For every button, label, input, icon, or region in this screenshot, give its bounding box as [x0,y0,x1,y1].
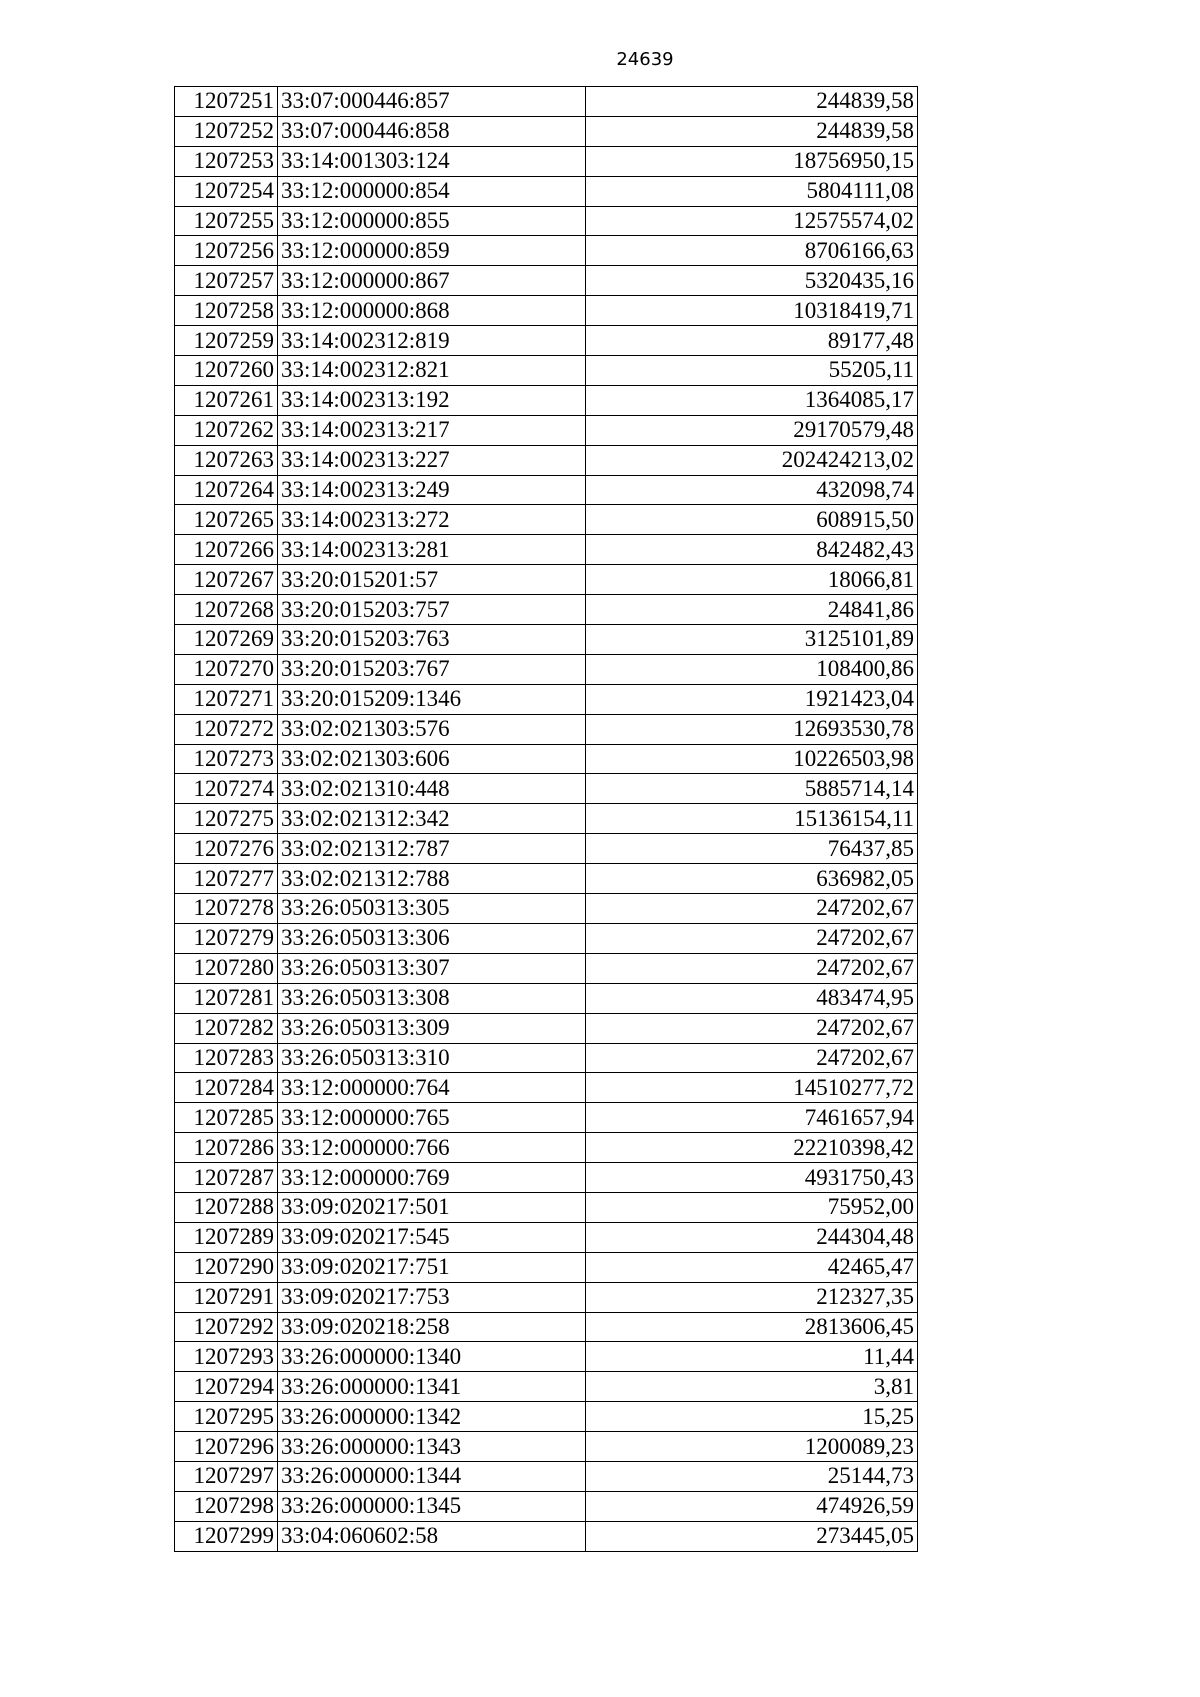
cadastral-number-cell: 33:02:021310:448 [278,774,586,804]
cadastral-number-cell: 33:26:000000:1340 [278,1342,586,1372]
row-id-cell: 1207279 [175,923,278,953]
row-id-cell: 1207298 [175,1491,278,1521]
cadastral-number-cell: 33:14:002313:227 [278,445,586,475]
table-row [175,774,918,804]
row-id-cell: 1207253 [175,146,278,176]
cadastral-number-cell: 33:14:002312:821 [278,356,586,386]
table-row [175,505,918,535]
value-cell: 2813606,45 [586,1312,918,1342]
table-row [175,1372,918,1402]
row-id-cell: 1207283 [175,1043,278,1073]
value-cell: 636982,05 [586,864,918,894]
table-row [175,415,918,445]
cadastral-number-cell: 33:20:015203:757 [278,595,586,625]
cadastral-number-cell: 33:09:020217:751 [278,1252,586,1282]
table-row [175,744,918,774]
value-cell: 24841,86 [586,595,918,625]
cadastral-number-cell: 33:20:015209:1346 [278,684,586,714]
row-id-cell: 1207277 [175,864,278,894]
table-row [175,206,918,236]
row-id-cell: 1207269 [175,625,278,655]
value-cell: 1200089,23 [586,1432,918,1462]
value-cell: 5804111,08 [586,176,918,206]
value-cell: 11,44 [586,1342,918,1372]
cadastral-number-cell: 33:14:002313:192 [278,385,586,415]
row-id-cell: 1207299 [175,1521,278,1551]
table-row [175,1342,918,1372]
value-cell: 5320435,16 [586,266,918,296]
row-id-cell: 1207261 [175,385,278,415]
table-row [175,356,918,386]
table-row [175,983,918,1013]
table-row [175,714,918,744]
cadastral-number-cell: 33:14:001303:124 [278,146,586,176]
table-row [175,1521,918,1551]
cadastral-number-cell: 33:02:021303:576 [278,714,586,744]
cadastral-number-cell: 33:26:050313:305 [278,894,586,924]
cadastral-number-cell: 33:26:000000:1345 [278,1491,586,1521]
value-cell: 247202,67 [586,1043,918,1073]
value-cell: 483474,95 [586,983,918,1013]
table-body [175,87,918,1552]
row-id-cell: 1207289 [175,1222,278,1252]
cadastral-number-cell: 33:12:000000:854 [278,176,586,206]
value-cell: 55205,11 [586,356,918,386]
cadastral-number-cell: 33:07:000446:857 [278,87,586,117]
row-id-cell: 1207292 [175,1312,278,1342]
value-cell: 1921423,04 [586,684,918,714]
cadastral-number-cell: 33:09:020217:545 [278,1222,586,1252]
table-row [175,625,918,655]
cadastral-number-cell: 33:12:000000:769 [278,1163,586,1193]
cadastral-number-cell: 33:02:021312:788 [278,864,586,894]
table-row [175,475,918,505]
row-id-cell: 1207267 [175,565,278,595]
row-id-cell: 1207276 [175,834,278,864]
cadastral-number-cell: 33:02:021303:606 [278,744,586,774]
value-cell: 29170579,48 [586,415,918,445]
row-id-cell: 1207264 [175,475,278,505]
row-id-cell: 1207278 [175,894,278,924]
value-cell: 14510277,72 [586,1073,918,1103]
table-row [175,1133,918,1163]
table-row [175,1282,918,1312]
cadastral-number-cell: 33:02:021312:787 [278,834,586,864]
value-cell: 244839,58 [586,87,918,117]
cadastral-number-cell: 33:14:002313:272 [278,505,586,535]
table-row [175,864,918,894]
cadastral-number-cell: 33:12:000000:766 [278,1133,586,1163]
row-id-cell: 1207275 [175,804,278,834]
value-cell: 15136154,11 [586,804,918,834]
cadastral-number-cell: 33:14:002313:281 [278,535,586,565]
row-id-cell: 1207282 [175,1013,278,1043]
value-cell: 8706166,63 [586,236,918,266]
cadastral-number-cell: 33:12:000000:855 [278,206,586,236]
value-cell: 108400,86 [586,654,918,684]
value-cell: 42465,47 [586,1252,918,1282]
table-row [175,116,918,146]
table-row [175,535,918,565]
value-cell: 12693530,78 [586,714,918,744]
cadastral-number-cell: 33:04:060602:58 [278,1521,586,1551]
row-id-cell: 1207280 [175,953,278,983]
value-cell: 10318419,71 [586,296,918,326]
cadastral-number-cell: 33:09:020217:753 [278,1282,586,1312]
value-cell: 22210398,42 [586,1133,918,1163]
value-cell: 244839,58 [586,116,918,146]
value-cell: 842482,43 [586,535,918,565]
row-id-cell: 1207272 [175,714,278,744]
cadastral-number-cell: 33:26:050313:307 [278,953,586,983]
row-id-cell: 1207295 [175,1402,278,1432]
row-id-cell: 1207255 [175,206,278,236]
cadastral-number-cell: 33:26:050313:309 [278,1013,586,1043]
table-row [175,1491,918,1521]
table-row [175,296,918,326]
table-row [175,595,918,625]
cadastral-number-cell: 33:02:021312:342 [278,804,586,834]
value-cell: 202424213,02 [586,445,918,475]
value-cell: 12575574,02 [586,206,918,236]
row-id-cell: 1207259 [175,326,278,356]
row-id-cell: 1207290 [175,1252,278,1282]
row-id-cell: 1207271 [175,684,278,714]
cadastral-number-cell: 33:14:002313:249 [278,475,586,505]
page-number: 24639 [616,49,674,70]
table-row [175,385,918,415]
row-id-cell: 1207294 [175,1372,278,1402]
table-row [175,87,918,117]
value-cell: 244304,48 [586,1222,918,1252]
cadastral-number-cell: 33:14:002313:217 [278,415,586,445]
cadastral-number-cell: 33:26:050313:310 [278,1043,586,1073]
cadastral-number-cell: 33:12:000000:765 [278,1103,586,1133]
cadastral-number-cell: 33:26:050313:306 [278,923,586,953]
table-row [175,834,918,864]
cadastral-number-cell: 33:26:000000:1342 [278,1402,586,1432]
cadastral-number-cell: 33:12:000000:764 [278,1073,586,1103]
value-cell: 5885714,14 [586,774,918,804]
row-id-cell: 1207281 [175,983,278,1013]
table-row [175,326,918,356]
value-cell: 89177,48 [586,326,918,356]
cadastral-number-cell: 33:20:015201:57 [278,565,586,595]
cadastral-number-cell: 33:20:015203:767 [278,654,586,684]
cadastral-number-cell: 33:26:050313:308 [278,983,586,1013]
cadastral-number-cell: 33:26:000000:1343 [278,1432,586,1462]
table-row [175,1103,918,1133]
value-cell: 247202,67 [586,953,918,983]
cadastral-number-cell: 33:12:000000:859 [278,236,586,266]
table-row [175,445,918,475]
cadastral-number-cell: 33:26:000000:1341 [278,1372,586,1402]
table-row [175,1432,918,1462]
row-id-cell: 1207263 [175,445,278,475]
value-cell: 247202,67 [586,1013,918,1043]
value-cell: 474926,59 [586,1491,918,1521]
row-id-cell: 1207256 [175,236,278,266]
cadastral-number-cell: 33:12:000000:867 [278,266,586,296]
row-id-cell: 1207291 [175,1282,278,1312]
table-row [175,1013,918,1043]
row-id-cell: 1207284 [175,1073,278,1103]
cadastral-number-cell: 33:26:000000:1344 [278,1461,586,1491]
row-id-cell: 1207257 [175,266,278,296]
value-cell: 432098,74 [586,475,918,505]
row-id-cell: 1207286 [175,1133,278,1163]
row-id-cell: 1207260 [175,356,278,386]
value-cell: 608915,50 [586,505,918,535]
row-id-cell: 1207270 [175,654,278,684]
table-row [175,1312,918,1342]
value-cell: 25144,73 [586,1461,918,1491]
table-row [175,146,918,176]
row-id-cell: 1207268 [175,595,278,625]
table-row [175,236,918,266]
value-cell: 18066,81 [586,565,918,595]
cadastral-number-cell: 33:09:020217:501 [278,1192,586,1222]
row-id-cell: 1207297 [175,1461,278,1491]
table-row [175,894,918,924]
value-cell: 76437,85 [586,834,918,864]
table-row [175,804,918,834]
row-id-cell: 1207288 [175,1192,278,1222]
cadastral-number-cell: 33:12:000000:868 [278,296,586,326]
row-id-cell: 1207273 [175,744,278,774]
row-id-cell: 1207293 [175,1342,278,1372]
cadastral-number-cell: 33:14:002312:819 [278,326,586,356]
table-row [175,1402,918,1432]
value-cell: 10226503,98 [586,744,918,774]
value-cell: 1364085,17 [586,385,918,415]
row-id-cell: 1207296 [175,1432,278,1462]
table-row [175,1163,918,1193]
cadastral-number-cell: 33:07:000446:858 [278,116,586,146]
row-id-cell: 1207254 [175,176,278,206]
table-row [175,1043,918,1073]
value-cell: 247202,67 [586,923,918,953]
row-id-cell: 1207265 [175,505,278,535]
row-id-cell: 1207252 [175,116,278,146]
table-row [175,266,918,296]
value-cell: 4931750,43 [586,1163,918,1193]
row-id-cell: 1207262 [175,415,278,445]
value-cell: 273445,05 [586,1521,918,1551]
row-id-cell: 1207266 [175,535,278,565]
table-row [175,1461,918,1491]
row-id-cell: 1207251 [175,87,278,117]
value-cell: 18756950,15 [586,146,918,176]
value-cell: 212327,35 [586,1282,918,1312]
table-row [175,654,918,684]
value-cell: 7461657,94 [586,1103,918,1133]
table-row [175,1252,918,1282]
row-id-cell: 1207287 [175,1163,278,1193]
table-row [175,565,918,595]
row-id-cell: 1207285 [175,1103,278,1133]
value-cell: 3,81 [586,1372,918,1402]
value-cell: 75952,00 [586,1192,918,1222]
table-row [175,176,918,206]
row-id-cell: 1207258 [175,296,278,326]
table-row [175,1222,918,1252]
table-row [175,923,918,953]
table-row [175,953,918,983]
table-row [175,1073,918,1103]
cadastral-number-cell: 33:20:015203:763 [278,625,586,655]
registry-table [174,86,918,1552]
table-row [175,684,918,714]
cadastral-number-cell: 33:09:020218:258 [278,1312,586,1342]
row-id-cell: 1207274 [175,774,278,804]
value-cell: 3125101,89 [586,625,918,655]
table-row [175,1192,918,1222]
value-cell: 15,25 [586,1402,918,1432]
value-cell: 247202,67 [586,894,918,924]
